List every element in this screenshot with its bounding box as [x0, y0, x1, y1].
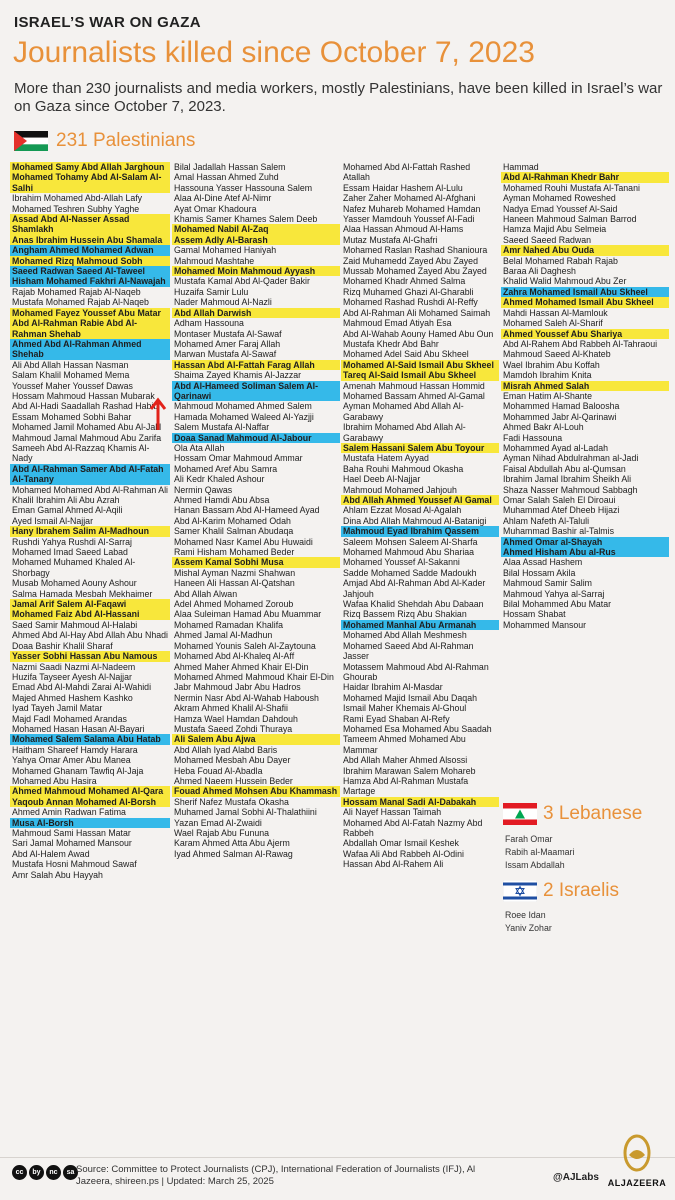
- journalist-name: Assem Adly Al-Barash: [172, 235, 340, 245]
- journalist-name: Wafaa Ali Abd Rabbeh Al-Odini: [343, 848, 464, 859]
- journalist-name: Hael Deeb Al-Najjar: [343, 474, 421, 485]
- journalist-name: Sherif Nafez Mustafa Okasha: [174, 796, 289, 807]
- journalist-name: Saeed Radwan Saeed Al-Taweel: [10, 266, 170, 276]
- journalist-name: Ahlam Nafeth Al-Taluli: [503, 515, 590, 526]
- journalist-name: Mamdoh Ibrahim Knita: [503, 370, 592, 381]
- journalist-name: Mohamed Aref Abu Samra: [174, 463, 278, 474]
- israelis-count: 2 Israelis: [543, 880, 620, 901]
- journalist-name: Ayman Mohamed Roweshed: [503, 193, 616, 204]
- journalist-name: Mahmoud Mohamed Jahjouh: [343, 484, 457, 495]
- journalist-name: Abd Al-Karim Mohamed Odah: [174, 515, 291, 526]
- journalist-name: Mishal Ayman Nazmi Shahwan: [174, 567, 296, 578]
- aljazeera-logo-icon: [615, 1133, 659, 1173]
- journalist-name: Saed Samir Mahmoud Al-Halabi: [12, 619, 138, 630]
- journalist-name: Mustafa Hosni Mahmoud Sawaf: [12, 859, 137, 870]
- journalist-name: Bilal Jadallah Hassan Salem: [174, 162, 286, 172]
- lebanese-names: [505, 833, 574, 872]
- journalist-name: Musab Mohamed Aouny Ashour: [12, 578, 137, 589]
- journalist-name: Mohamed Abu Hasira: [12, 775, 97, 786]
- journalist-name: Sari Jamal Mohamed Mansour: [12, 838, 132, 849]
- journalist-name: Alaa Suleiman Hamad Abu Muammar: [174, 609, 322, 620]
- journalist-name: Mohammed Mansour: [503, 619, 587, 630]
- journalist-name: Mohamed Imad Saeed Labad: [12, 547, 128, 558]
- cc-by-icon: by: [29, 1165, 44, 1180]
- journalist-name: Dina Abd Allah Mahmoud Al-Batanigi: [343, 515, 487, 526]
- journalist-name: Mohamed Younis Saleh Al-Zaytouna: [174, 640, 316, 651]
- journalist-name: Rajab Mohamed Rajab Al-Naqeb: [12, 286, 141, 297]
- journalist-name: Belal Mohamed Rabah Rajab: [503, 255, 618, 266]
- israel-flag-icon: [503, 880, 537, 902]
- journalist-name: Misrah Ahmed Salah: [501, 381, 669, 391]
- journalist-name: Salam Khalil Mohamed Mema: [12, 370, 130, 381]
- journalist-name: Rushdi Yahya Rushdi Al-Sarraj: [12, 536, 132, 547]
- journalist-name: Ismail Maher Khemais Al-Ghoul: [343, 703, 467, 714]
- journalist-name: Mustafa Saeed Zohdi Thuraya: [174, 723, 293, 734]
- journalist-name: Karam Ahmed Atta Abu Ajerm: [174, 838, 290, 849]
- journalist-name: Iyad Ahmed Salman Al-Rawag: [174, 848, 293, 859]
- journalist-name: Mutaz Mustafa Al-Ghafri: [343, 234, 438, 245]
- journalist-name: Muhammad Atef Dheeb Hijazi: [503, 505, 620, 516]
- journalist-name: Abd Al-Hameed Soliman Salem Al-Qarinawi: [172, 381, 340, 402]
- journalist-name: Mahmoud Sami Hassan Matar: [12, 828, 131, 838]
- journalist-name: Mohamed Teshren Subhy Yaghe: [12, 203, 140, 214]
- journalist-name: Ahlam Ezzat Mosad Al-Agalah: [343, 505, 462, 516]
- journalist-name: Rami Hisham Mohamed Beder: [174, 547, 295, 558]
- journalist-name: Abdallah Omar Ismail Keshek: [343, 838, 459, 849]
- journalist-name: Saleem Mohsen Saleem Al-Sharfa: [343, 536, 478, 547]
- journalist-name: Mohamed Ghanam Tawfiq Al-Jaja: [12, 765, 144, 776]
- journalist-name: Hossam Omar Mahmoud Ammar: [174, 453, 303, 464]
- journalist-name: Bilal Mohammed Abu Matar: [503, 599, 612, 610]
- journalist-name: Mohamed Mesbah Abu Dayer: [174, 755, 291, 766]
- journalist-name: Majed Ahmed Hashem Kashko: [12, 692, 133, 703]
- journalist-name: Haidar Ibrahim Al-Masdar: [343, 682, 443, 693]
- journalist-name: Eman Gamal Ahmed Al-Aqili: [12, 505, 123, 516]
- journalist-name: Haitham Shareef Hamdy Harara: [12, 744, 138, 755]
- journalist-name: Ahmed Youssef Abu Shariya: [501, 329, 669, 339]
- footer-divider: [0, 1157, 675, 1158]
- journalist-name: Mohamed Nabil Al-Zaq: [172, 224, 340, 234]
- journalist-name: Bilal Hossam Akila: [503, 567, 576, 578]
- journalist-name: Muhamed Jamal Sobhi Al-Thalathiini: [174, 807, 317, 818]
- journalist-name: Abd Allah Maher Ahmed Alsossi: [343, 755, 468, 766]
- journalist-name: Ibrahim Mohamed Abd-Allah Lafy: [12, 193, 143, 204]
- journalist-name: Ahmed Maher Ahmed Khair El-Din: [174, 661, 309, 672]
- journalist-name: Mohamed Amer Faraj Allah: [174, 338, 281, 349]
- journalist-name: Nader Mahmoud Al-Nazli: [174, 297, 272, 308]
- journalist-name: Mohamed Abd Al-Fattah Rashed Atallah: [343, 162, 471, 183]
- journalist-name: Hassan Abd Al-Fattah Farag Allah: [172, 360, 340, 370]
- journalist-name: Mohamed Mahmoud Abu Shariaa: [343, 547, 475, 558]
- journalist-name: Mohamed Saleh Al-Sharif: [503, 318, 603, 329]
- journalist-name: Abd Al-Rahman Rabie Abd Al-Rahman Shehab: [10, 318, 170, 339]
- journalist-name: Abd Al-Rahman Samer Abd Al-Fatah Al-Tanany: [10, 464, 170, 485]
- journalist-name: Baraa Ali Daghesh: [503, 266, 576, 277]
- journalist-name: Saeed Saeed Radwan: [503, 234, 592, 245]
- journalist-name: Amal Hassan Ahmed Zuhd: [174, 172, 279, 183]
- journalist-name: Abd Allah Ahmed Youssef Al Gamal: [341, 495, 499, 505]
- journalist-name: Nazmi Saadi Nazmi Al-Nadeem: [12, 661, 136, 672]
- journalist-name: Ahmed Naeem Hussein Beder: [174, 775, 293, 786]
- journalist-name: Mahmoud Mohamed Ahmed Salem: [174, 401, 312, 412]
- journalist-name: Mahmoud Jamal Mahmoud Abu Zarifa: [12, 432, 162, 443]
- journalist-name: Mahdi Hassan Al-Mamlouk: [503, 307, 608, 318]
- journalist-name: Ali Abd Allah Hassan Nasman: [12, 359, 129, 370]
- ajlabs-handle: @AJLabs: [553, 1172, 599, 1183]
- journalist-name: Amr Nahed Abu Ouda: [501, 245, 669, 255]
- journalist-name: Youssef Maher Youssef Dawas: [12, 380, 133, 391]
- journalist-name: Ahmed Abd Al-Hay Abd Allah Abu Nhadi: [12, 630, 169, 641]
- journalist-name: Motassem Mahmoud Abd Al-Rahman Ghourab: [343, 661, 489, 682]
- journalist-name: Mohammed Hamad Baloosha: [503, 401, 620, 412]
- journalist-name: Haneen Ali Hassan Al-Qatshan: [174, 578, 295, 589]
- israelis-header: [503, 880, 619, 902]
- journalist-name: Sameeh Abd Al-Razzaq Khamis Al-Nady: [12, 442, 150, 464]
- journalist-name: Abd Al-Rahem Abd Rabbeh Al-Tahraoui: [503, 338, 658, 349]
- journalist-name: Mahmoud Mashtahe: [174, 255, 255, 266]
- journalist-name: Mustafa Mohamed Rajab Al-Naqeb: [12, 297, 149, 308]
- journalist-name: Hamza Abd Al-Rahman Mustafa Martage: [343, 775, 469, 797]
- journalist-name: Majd Fadl Mohamed Arandas: [12, 713, 127, 724]
- journalist-name: Khalid Walid Mahmoud Abu Zer: [503, 276, 627, 287]
- journalist-name: Mohamed Muhamed Khaled Al-Shorbagy: [12, 557, 136, 578]
- journalist-name: Hassan Abd Al-Rahem Ali: [343, 859, 444, 870]
- journalist-name: Yasser Sobhi Hassan Abu Namous: [10, 651, 170, 661]
- journalist-name: Hossam Shabat: [503, 609, 566, 620]
- journalist-name: Rabih al-Maamari: [505, 847, 575, 857]
- journalist-name: Mohamed Ahmed Mahmoud Khair El-Din: [174, 671, 334, 682]
- journalist-name: Hassouna Yasser Hassouna Salem: [174, 182, 313, 193]
- journalist-name: Nadya Emad Youssef Al-Said: [503, 203, 618, 214]
- aljazeera-logo-text: ALJAZEERA: [607, 1178, 667, 1188]
- lebanese-header: [503, 803, 642, 825]
- journalist-name: Mohamed Nasr Kamel Abu Huwaidi: [174, 536, 313, 547]
- journalist-name: Mahmoud Eyad Ibrahim Qassem: [341, 526, 499, 536]
- journalist-name: Ayman Mohamed Abd Allah Al-Garabawy: [343, 401, 464, 422]
- journalist-name: Mohamed Abd Al-Khaleq Al-Aff: [174, 651, 295, 662]
- journalist-name: Mohamed Moin Mahmoud Ayyash: [172, 266, 340, 276]
- journalist-name: Zaher Zaher Mohamed Al-Afghani: [343, 193, 476, 204]
- journalist-name: Faisal Abdullah Abu al-Qumsan: [503, 463, 626, 474]
- journalist-name: Hamza Wael Hamdan Dahdouh: [174, 713, 298, 724]
- journalist-name: Shaima Zayed Khamis Al-Jazzar: [174, 370, 302, 381]
- journalist-name: Haneen Mahmoud Salman Barrod: [503, 214, 637, 225]
- journalist-name: Hisham Mohamed Fakhri Al-Nawajah: [10, 276, 170, 286]
- lebanese-count: 3 Lebanese: [543, 803, 643, 824]
- journalist-name: Amenah Mahmoud Hassan Hommid: [343, 380, 485, 391]
- journalist-name: Mahmoud Saeed Al-Khateb: [503, 349, 611, 360]
- journalist-name: Ahmed Amin Radwan Fatima: [12, 807, 126, 818]
- journalist-name: Mohamed Rashad Rushdi Al-Reffy: [343, 297, 478, 308]
- journalist-name: Fouad Ahmed Mohsen Abu Khammash: [172, 786, 340, 796]
- journalist-name: Zaid Muhamedd Zayed Abu Zayed: [343, 255, 478, 266]
- journalist-name: Gamal Mohamed Haniyah: [174, 245, 277, 256]
- journalist-name: Ahmed Omar al-Shayah: [501, 537, 669, 547]
- journalist-name: Ayman Nihad Abdulrahman al-Jadi: [503, 453, 639, 464]
- journalist-name: Marwan Mustafa Al-Sawaf: [174, 349, 277, 360]
- journalist-name: Rami Eyad Shaban Al-Refy: [343, 713, 450, 724]
- journalist-name: Abd Al-Wahab Aouny Hamed Abu Oun: [343, 328, 494, 339]
- journalist-name: Amjad Abd Al-Rahman Abd Al-Kader Jahjouh: [343, 578, 486, 599]
- journalist-name: Adel Ahmed Mohamed Zoroub: [174, 599, 294, 610]
- journalist-name: Salem Mustafa Al-Naffar: [174, 422, 270, 433]
- journalist-name: Nermin Qawas: [174, 484, 233, 495]
- journalist-name: Essam Haidar Hashem Al-Lulu: [343, 182, 463, 193]
- journalist-name: Yazan Emad Al-Zwaidi: [174, 817, 262, 828]
- journalist-name: Mohamed Raslan Rashad Shanioura: [343, 245, 488, 256]
- name-column-1: [10, 162, 170, 880]
- journalist-name: Mohamed Esa Mohamed Abu Saadah: [343, 723, 492, 734]
- journalist-name: Wael Rajab Abu Fununa: [174, 828, 270, 838]
- journalist-name: Sadde Mohamed Sadde Madoukh: [343, 567, 477, 578]
- journalist-name: Ayat Omar Khadoura: [174, 203, 257, 214]
- journalist-name: Abd Al-Rahman Ali Mohamed Saimah: [343, 307, 491, 318]
- journalist-name: Emad Abd Al-Mahdi Zarai Al-Wahidi: [12, 682, 152, 693]
- journalist-name: Essam Mohamed Sobhi Bahar: [12, 411, 132, 422]
- journalist-name: Hanan Bassam Abd Al-Hameed Ayad: [174, 505, 320, 516]
- journalist-name: Akram Ahmed Khalil Al-Shafii: [174, 703, 288, 714]
- journalist-name: Nafez Muhareb Mohamed Hamdan: [343, 203, 481, 214]
- journalist-name: Tameem Ahmed Mohamed Abu Mammar: [343, 734, 466, 755]
- journalist-name: Mohamed Tohamy Abd Al-Salam Al-Salhi: [10, 172, 170, 193]
- journalist-name: Adham Hassouna: [174, 318, 244, 329]
- journalist-name: Ahmed Mohamed Ismail Abu Skheel: [501, 297, 669, 307]
- journalist-name: Fadi Hassouna: [503, 432, 563, 443]
- journalist-name: Abd Allah Alwan: [174, 588, 238, 599]
- journalist-name: Wael Ibrahim Abu Koffah: [503, 359, 600, 370]
- journalist-name: Iyad Tayeh Jamil Matar: [12, 703, 103, 714]
- journalist-name: Ahmed Bakr Al-Louh: [503, 422, 584, 433]
- journalist-name: Huzifa Tayseer Ayesh Al-Najjar: [12, 671, 132, 682]
- journalist-name: Abd Al-Hadi Saadallah Rashad Habib: [12, 401, 159, 412]
- journalist-name: Hany Ibrahem Salim Al-Madhoun: [10, 526, 170, 536]
- israelis-names: [505, 909, 552, 935]
- journalist-name: Mohamed Majid Ismail Abu Daqah: [343, 692, 477, 703]
- palestinians-header: [14, 130, 195, 152]
- journalist-name: Mohamed Ramadan Khalifa: [174, 619, 284, 630]
- journalist-name: Muhammad Bashir al-Talmis: [503, 526, 614, 537]
- journalist-name: Mohamed Adel Said Abu Skheel: [343, 349, 469, 360]
- journalist-name: Tareq Al-Said Ismail Abu Skheel: [341, 370, 499, 380]
- journalist-name: Assad Abd Al-Nasser Assad Shamlakh: [10, 214, 170, 235]
- journalist-name: Eman Hatim Al-Shante: [503, 390, 592, 401]
- journalist-name: Mohamed Rizq Mahmoud Sobh: [10, 256, 170, 266]
- journalist-name: Yaqoub Annan Mohamed Al-Borsh: [10, 797, 170, 807]
- journalist-name: Rizq Muhamed Ghazi Al-Gharabli: [343, 286, 474, 297]
- journalist-name: Mahmoud Samir Salim: [503, 578, 592, 589]
- journalist-name: Assem Kamal Sobhi Musa: [172, 557, 340, 567]
- kicker: ISRAEL’S WAR ON GAZA: [14, 14, 201, 31]
- cc-cc-icon: cc: [12, 1165, 27, 1180]
- journalist-name: Angham Ahmed Mohamed Adwan: [10, 245, 170, 255]
- page-title: Journalists killed since October 7, 2023: [13, 36, 535, 69]
- journalist-name: Mohamed Salem Salama Abu Hatab: [10, 734, 170, 744]
- journalist-name: Alaa Al-Dine Atef Al-Nimr: [174, 193, 272, 204]
- name-column-2: [172, 162, 340, 859]
- journalist-name: Baha Rouhi Mahmoud Okasha: [343, 463, 464, 474]
- journalist-name: Ali Salem Abu Ajwa: [172, 734, 340, 744]
- journalist-name: Issam Abdallah: [505, 860, 565, 870]
- journalist-name: Doaa Sanad Mahmoud Al-Jabour: [172, 433, 340, 443]
- journalist-name: Farah Omar: [505, 834, 553, 844]
- journalist-name: Mohamed Manhal Abu Armanah: [341, 620, 499, 630]
- journalist-name: Mohammed Jabr Al-Qarinawi: [503, 411, 617, 422]
- journalist-name: Mussab Mohamed Zayed Abu Zayed: [343, 266, 487, 277]
- journalist-name: Mohamed Abd Allah Meshmesh: [343, 630, 467, 641]
- journalist-name: Abd Al-Halem Awad: [12, 848, 90, 859]
- journalist-name: Ibrahim Marawan Salem Mohareb: [343, 765, 476, 776]
- journalist-name: Ahmed Hamdi Abu Absa: [174, 495, 270, 505]
- journalist-name: Mustafa Hatem Ayyad: [343, 453, 429, 464]
- journalist-name: Wafaa Khalid Shehdah Abu Dabaan: [343, 599, 484, 610]
- palestine-flag-icon: [14, 131, 48, 151]
- journalist-name: Yasser Mamdouh Youssef Al-Fadi: [343, 214, 475, 225]
- journalist-name: Ali Kedr Khaled Ashour: [174, 474, 265, 485]
- journalist-name: Musa Al-Borsh: [10, 818, 170, 828]
- journalist-name: Omar Salah Saleh El Diroaui: [503, 495, 616, 505]
- journalist-name: Ahmed Jamal Al-Madhun: [174, 630, 273, 641]
- journalist-name: Doaa Bashir Khalil Sharaf: [12, 640, 113, 651]
- journalist-name: Mustafa Kamal Abd Al-Qader Bakir: [174, 276, 310, 287]
- journalist-name: Salem Hassani Salem Abu Toyour: [341, 443, 499, 453]
- journalist-name: Huzaifa Samir Lulu: [174, 286, 249, 297]
- journalist-name: Mohamed Fayez Youssef Abu Matar: [10, 308, 170, 318]
- journalist-name: Ahmed Hisham Abu al-Rus: [501, 547, 669, 557]
- journalist-name: Mustafa Khedr Abd Bahr: [343, 338, 439, 349]
- name-column-3: [341, 162, 499, 870]
- journalist-name: Yaniv Zohar: [505, 923, 552, 933]
- journalist-name: Zahra Mohamed Ismail Abu Skheel: [501, 287, 669, 297]
- journalist-name: Montaser Mustafa Al-Sawaf: [174, 328, 282, 339]
- name-column-4: [501, 162, 669, 630]
- journalist-name: Jabr Mahmoud Jabr Abu Hadros: [174, 682, 301, 693]
- subtitle: More than 230 journalists and media workers, mostly Palestinians, have been killed in Israel’s war on Gaza since October 7, 2023.: [14, 80, 663, 115]
- red-arrow-icon: [150, 396, 180, 432]
- journalist-name: Mohamed Samy Abd Allah Jarghoun: [10, 162, 170, 172]
- journalist-name: Alaa Hassan Ahmoud Al-Hams: [343, 224, 464, 235]
- journalist-name: Khalil Ibrahim Ali Abu Azrah: [12, 495, 120, 505]
- journalist-name: Mohamed Bassam Ahmed Al-Gamal: [343, 390, 485, 401]
- journalist-name: Ayed Ismail Al-Najjar: [12, 515, 93, 526]
- journalist-name: Abd Allah Iyad Alabd Baris: [174, 744, 278, 755]
- journalist-name: Abd Allah Darwish: [172, 308, 340, 318]
- journalist-name: Alaa Assad Hashem: [503, 557, 583, 568]
- journalist-name: Ibrahim Jamal Ibrahim Sheikh Ali: [503, 474, 632, 485]
- journalist-name: Mohamed Youssef Al-Sakanni: [343, 557, 460, 568]
- cc-sa-icon: sa: [63, 1165, 78, 1180]
- aljazeera-logo: [607, 1133, 667, 1193]
- journalist-name: Mahmoud Emad Atiyah Esa: [343, 318, 452, 329]
- journalist-name: Mohamed Al-Said Ismail Abu Skheel: [341, 360, 499, 370]
- journalist-name: Nermin Nasr Abd Al-Wahab Haboush: [174, 692, 319, 703]
- journalist-name: Hammad: [503, 162, 539, 172]
- journalist-name: Hossam Manal Sadi Al-Dabakah: [341, 797, 499, 807]
- palestinians-count: 231 Palestinians: [56, 130, 196, 151]
- journalist-name: Mohamed Faiz Abd Al-Hassani: [10, 609, 170, 619]
- lebanon-flag-icon: [503, 803, 537, 825]
- journalist-name: Yahya Omar Amer Abu Manea: [12, 755, 131, 766]
- journalist-name: Hossam Mahmoud Hassan Mubarak: [12, 390, 155, 401]
- journalist-name: Samer Khalil Salman Abudaqa: [174, 526, 294, 537]
- journalist-name: Anas Ibrahim Hussein Abu Shamala: [10, 235, 170, 245]
- journalist-name: Rizq Bassem Rizq Abu Shakian: [343, 609, 467, 620]
- journalist-name: Roee Idan: [505, 910, 546, 920]
- source-note: Source: Committee to Protect Journalists (CPJ), International Federation of Journalists (IFJ), Al Jazeera, shireen.ps | Updated: March 25, 2025: [76, 1164, 476, 1187]
- journalist-name: Salma Hamada Mesbah Mekhaimer: [12, 588, 153, 599]
- journalist-name: Mohamed Khadr Ahmed Salma: [343, 276, 466, 287]
- journalist-name: Ibrahim Mohamed Abd Allah Al-Garabawy: [343, 422, 466, 443]
- journalist-name: Ahmed Mahmoud Mohamed Al-Qara: [10, 786, 170, 796]
- journalist-name: Ahmed Abd Al-Rahman Ahmed Shehab: [10, 339, 170, 360]
- journalist-name: Hamza Majid Abu Selmeia: [503, 224, 607, 235]
- journalist-name: Mahmoud Yahya al-Sarraj: [503, 588, 605, 599]
- journalist-name: Mohamed Rouhi Mustafa Al-Tanani: [503, 182, 640, 193]
- journalist-name: Mohammed Ayad al-Ladah: [503, 442, 608, 453]
- journalist-name: Shaza Nasser Mahmoud Sabbagh: [503, 484, 638, 495]
- journalist-name: Hamada Mohamed Waleed Al-Yazjji: [174, 411, 314, 422]
- cc-nc-icon: nc: [46, 1165, 61, 1180]
- journalist-name: Mohamed Mohamed Abd Al-Rahman Ali: [12, 484, 168, 495]
- creative-commons-badges: [12, 1165, 78, 1180]
- journalist-name: Mohamed Jamil Mohamed Abu Al-Jalil: [12, 422, 162, 433]
- journalist-name: Abd Al-Rahman Khedr Bahr: [501, 172, 669, 182]
- journalist-name: Mohamed Abd Al-Fatah Nazmy Abd Rabbeh: [343, 817, 483, 838]
- journalist-name: Amr Salah Abu Hayyah: [12, 869, 103, 880]
- journalist-name: Mohamed Saeed Abd Al-Rahman Jasser: [343, 640, 474, 662]
- journalist-name: Mohamed Hasan Hasan Al-Bayari: [12, 723, 145, 734]
- journalist-name: Ali Nayef Hassan Taimah: [343, 807, 442, 818]
- journalist-name: Jamal Arif Salem Al-Faqawi: [10, 599, 170, 609]
- journalist-name: Heba Fouad Al-Abadla: [174, 765, 263, 776]
- journalist-name: Khamis Samer Khames Salem Deeb: [174, 214, 318, 225]
- journalist-name: Ola Ata Allah: [174, 442, 225, 453]
